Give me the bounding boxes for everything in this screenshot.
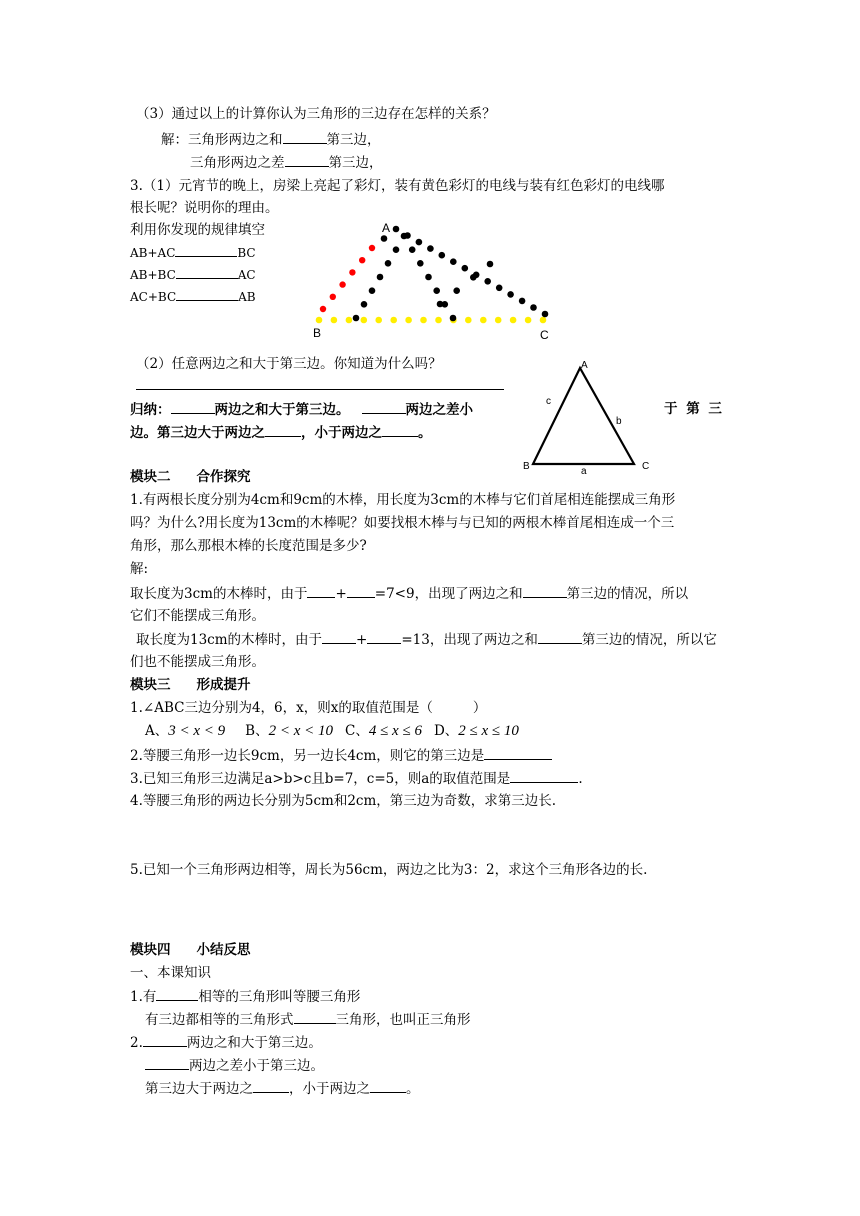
p5-mid: =7<9，出现了两边之和 <box>374 586 523 602</box>
q1-close: ） <box>472 700 487 716</box>
l3-end: 两边之和大于第三边。 <box>186 1035 322 1051</box>
light-dot <box>404 232 411 239</box>
module-4-subtitle: 小结反思 <box>196 942 251 958</box>
module-2-p3: 角形，那么那根木棒的长度范围是多少? <box>130 538 367 554</box>
light-dot <box>349 269 355 275</box>
l1-end: 相等的三角形叫等腰三角形 <box>198 989 361 1005</box>
yellow-lights-string <box>316 317 547 324</box>
option-d[interactable]: 2 ≤ x ≤ 10 <box>458 723 519 739</box>
module-2-title: 模块二 <box>130 469 171 485</box>
lantern-question-line1: 3.（1）元宵节的晚上，房梁上亮起了彩灯，装有黄色彩灯的电线与装有红色彩灯的电线哪 <box>130 178 665 194</box>
lantern-label-c: C <box>540 328 549 342</box>
module-4-line-1 <box>130 986 360 1007</box>
light-dot <box>375 317 382 324</box>
fill-row-3-right: AB <box>238 290 256 304</box>
light-dot <box>330 294 336 300</box>
conclusion-sum: 两边之和大于第三边。 <box>214 402 350 418</box>
l5-end: 。 <box>406 1081 420 1097</box>
module-4-section-1: 一、本课知识 <box>130 965 211 981</box>
lantern-label-b: B <box>313 326 322 340</box>
light-dot <box>377 274 384 281</box>
module-4-title: 模块四 <box>130 942 171 958</box>
question-3-text: （3）通过以上的计算你认为三角形的三边存在怎样的关系？ <box>136 106 496 122</box>
fill-row-2 <box>130 265 256 285</box>
option-a-label: A、 <box>145 723 169 739</box>
light-dot <box>353 315 360 322</box>
fill-rule-title: 利用你发现的规律填空 <box>130 222 265 238</box>
light-dot <box>437 301 444 308</box>
option-c[interactable]: 4 ≤ x ≤ 6 <box>368 723 422 739</box>
module-2-p2: 吗？为什么?用长度为13cm的木棒呢？如要找根木棒与与已知的两根木棒首尾相连成一个三 <box>130 515 675 531</box>
l3-start: 2. <box>130 1035 143 1051</box>
conclusion-line-1-tail: 于 第 三 <box>664 401 724 417</box>
q1-text: 1.∠ABC三边分别为4，6，x，则x的取值范围是（ <box>130 700 433 716</box>
module-4-line-3 <box>130 1032 322 1053</box>
light-dot <box>525 317 532 324</box>
light-dot <box>339 281 345 287</box>
fill-blank[interactable] <box>538 629 582 644</box>
triangle-shape <box>533 368 634 464</box>
light-dot <box>425 274 432 281</box>
fill-blank[interactable] <box>523 583 567 598</box>
module-3-q4: 4.等腰三角形的两边长分别为5cm和2cm，第三边为奇数，求第三边长. <box>130 793 557 809</box>
light-dot <box>390 317 397 324</box>
fill-blank[interactable] <box>156 986 198 1001</box>
fill-row-3 <box>130 287 256 307</box>
fill-row-1-right: BC <box>237 246 256 260</box>
fill-blank[interactable] <box>145 1055 189 1070</box>
light-dot <box>417 260 424 267</box>
module-2-subtitle: 合作探究 <box>196 469 251 485</box>
module-3-q1 <box>130 698 486 718</box>
module-3-q2 <box>130 745 552 766</box>
light-dot <box>530 304 537 311</box>
light-dot <box>484 278 491 285</box>
module-4-line-5 <box>145 1078 420 1099</box>
fill-blank[interactable] <box>175 244 237 257</box>
light-dot <box>420 317 427 324</box>
conclusion-diff: 两边之差小 <box>405 402 473 418</box>
light-dot <box>462 265 469 272</box>
fill-row-1-left: AB+AC <box>130 246 176 260</box>
light-dot <box>450 317 457 324</box>
red-lights-string <box>320 245 375 312</box>
option-b-label: B、 <box>245 723 269 739</box>
light-dot <box>401 233 408 240</box>
light-dot <box>470 274 477 281</box>
light-dot <box>320 306 326 312</box>
light-dot <box>510 317 517 324</box>
module-2-p8: 们也不能摆成三角形。 <box>130 654 265 670</box>
conclusion-blank[interactable] <box>382 422 418 437</box>
light-dot <box>416 239 423 246</box>
p7-start: 取长度为13cm的木棒时，由于 <box>136 632 323 648</box>
module-3-subtitle: 形成提升 <box>196 677 251 693</box>
light-dot <box>361 301 368 308</box>
light-dot <box>495 317 502 324</box>
answer-sum-suffix: 第三边， <box>326 132 381 148</box>
light-dot <box>465 317 472 324</box>
module-2-p1: 1.有两根长度分别为4cm和9cm的木棒，用长度为3cm的木棒与它们首尾相连能摆成三角形 <box>130 492 676 508</box>
conclusion-line-1 <box>130 399 473 420</box>
option-b[interactable]: 2 < x < 10 <box>268 723 333 739</box>
light-dot <box>453 287 460 294</box>
answer-diff-suffix: 第三边， <box>328 155 383 171</box>
answer-diff-prefix: 三角形两边之差 <box>190 155 285 171</box>
answer-sum-prefix: 解：三角形两边之和 <box>161 132 283 148</box>
conclusion-less: ，小于两边之 <box>301 425 382 441</box>
p5-end: 第三边的情况，所以 <box>566 586 689 602</box>
fill-blank[interactable] <box>510 768 578 783</box>
l5-start: 第三边大于两边之 <box>145 1081 253 1097</box>
option-d-label: D、 <box>433 723 459 739</box>
light-dot <box>427 245 434 252</box>
fill-blank[interactable] <box>143 1032 187 1047</box>
p5-plus: + <box>335 586 347 602</box>
fill-blank[interactable] <box>370 1078 406 1093</box>
light-dot <box>359 257 365 263</box>
answer-line-sum <box>161 129 381 150</box>
conclusion-blank[interactable] <box>171 399 215 414</box>
light-dot <box>409 246 416 253</box>
module-2-p6: 它们不能摆成三角形。 <box>130 608 265 624</box>
light-dot <box>473 272 480 279</box>
light-dot <box>361 317 368 324</box>
fill-blank[interactable] <box>347 583 375 598</box>
module-4-line-4 <box>145 1055 324 1076</box>
q3-text: 3.已知三角形三边满足a>b>c且b=7，c=5，则a的取值范围是 <box>130 771 511 787</box>
p5-start: 取长度为3cm的木棒时，由于 <box>130 586 308 602</box>
l2-start: 有三边都相等的三角形式 <box>145 1012 294 1028</box>
light-dot <box>435 317 442 324</box>
light-dot <box>542 311 549 318</box>
black-lights-string <box>353 226 549 322</box>
option-c-label: C、 <box>344 723 369 739</box>
conclusion-line-2 <box>130 422 432 443</box>
q2-text: 2.等腰三角形一边长9cm，另一边长4cm，则它的第三边是 <box>130 748 485 764</box>
l2-end: 三角形，也叫正三角形 <box>335 1012 471 1028</box>
light-dot <box>507 291 514 298</box>
answer-line-diff <box>190 152 383 173</box>
module-3-q5: 5.已知一个三角形两边相等，周长为56cm，两边之比为3：2，求这个三角形各边的长. <box>130 862 648 878</box>
triangle-side-c: c <box>546 396 551 407</box>
question-2-text: （2）任意两边之和大于第三边。你知道为什么吗？ <box>136 356 442 372</box>
module-2-heading <box>130 467 251 487</box>
module-3-title: 模块三 <box>130 677 171 693</box>
l1-start: 1.有 <box>130 989 157 1005</box>
l5-mid: ，小于两边之 <box>289 1081 370 1097</box>
light-dot <box>439 252 446 259</box>
fill-row-1 <box>130 243 256 263</box>
module-4-heading <box>130 940 251 960</box>
light-dot <box>519 298 526 305</box>
triangle-vertex-a: A <box>581 360 588 371</box>
lantern-label-a: A <box>382 221 391 235</box>
light-dot <box>450 315 457 322</box>
conclusion-greater: 边。第三边大于两边之 <box>130 425 265 441</box>
fill-row-2-right: AC <box>237 268 256 282</box>
triangle-vertex-b: B <box>523 461 530 472</box>
fill-row-3-left: AC+BC <box>130 290 177 304</box>
q3-end: . <box>578 771 583 787</box>
fill-blank[interactable] <box>176 288 238 301</box>
fill-blank[interactable] <box>307 583 335 598</box>
light-dot <box>405 317 412 324</box>
conclusion-end: 。 <box>418 425 432 441</box>
conclusion-blank[interactable] <box>362 399 406 414</box>
light-dot <box>496 285 503 292</box>
fill-row-2-left: AB+BC <box>130 268 176 282</box>
module-2-p4: 解: <box>130 561 149 577</box>
light-dot <box>540 317 547 324</box>
p7-end: 第三边的情况，所以它 <box>581 632 717 648</box>
module-2-p5 <box>130 583 688 604</box>
light-dot <box>385 260 392 267</box>
light-dot <box>487 261 494 268</box>
conclusion-blank[interactable] <box>265 422 301 437</box>
answer-blank[interactable] <box>285 152 329 167</box>
light-dot <box>346 317 353 324</box>
triangle-vertex-c: C <box>642 461 650 472</box>
light-dot <box>442 301 449 308</box>
answer-blank[interactable] <box>283 129 327 144</box>
p7-mid: =13，出现了两边之和 <box>401 632 538 648</box>
light-dot <box>369 287 376 294</box>
light-dot <box>316 317 323 324</box>
light-dot <box>433 287 440 294</box>
lantern-question-line2: 根长呢？说明你的理由。 <box>130 200 279 216</box>
l4-text: 两边之差小于第三边。 <box>189 1058 324 1074</box>
light-dot <box>381 235 388 242</box>
option-a[interactable]: 3 < x < 9 <box>168 723 226 739</box>
fill-blank[interactable] <box>253 1078 289 1093</box>
light-dot <box>369 245 375 251</box>
triangle-side-a: a <box>581 466 587 477</box>
fill-blank[interactable] <box>484 745 552 760</box>
module-4-line-2 <box>145 1009 471 1030</box>
module-3-heading <box>130 675 251 695</box>
module-3-q1-options <box>145 721 519 741</box>
answer-line[interactable] <box>136 389 504 390</box>
light-dot <box>480 317 487 324</box>
fill-blank[interactable] <box>322 629 356 644</box>
fill-blank[interactable] <box>294 1009 336 1024</box>
conclusion-prefix: 归纳： <box>130 402 171 418</box>
module-2-p7 <box>136 629 717 650</box>
light-dot <box>393 246 400 253</box>
fill-blank[interactable] <box>176 266 238 279</box>
light-dot <box>393 226 400 233</box>
light-dot <box>331 317 338 324</box>
module-3-q3 <box>130 768 583 789</box>
triangle-side-b: b <box>616 416 622 427</box>
light-dot <box>450 258 457 265</box>
fill-blank[interactable] <box>367 629 401 644</box>
p7-plus: + <box>356 632 368 648</box>
